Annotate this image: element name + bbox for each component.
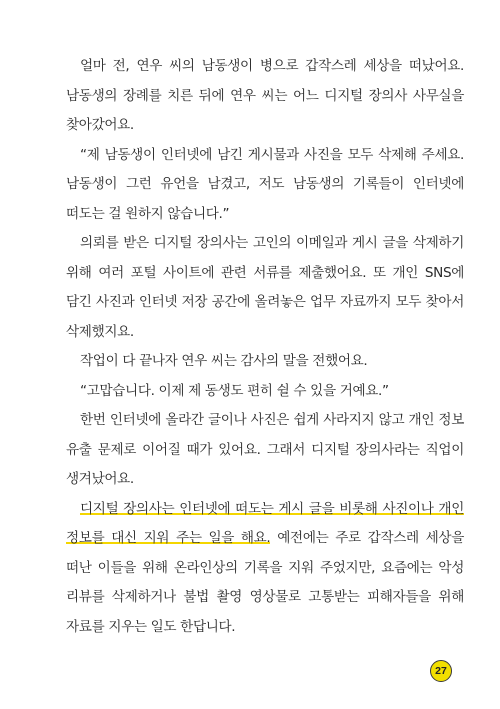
paragraph-6: 한번 인터넷에 올라간 글이나 사진은 쉽게 사라지지 않고 개인 정보 유출 문제로 이어질 때가 있어요. 그래서 디지털 장의사라는 직업이 생겨났어요.: [66, 412, 464, 487]
body-text: [66, 52, 464, 642]
highlighted-sentence: 디지털 장의사는 인터넷에 떠도는 게시 글을 비롯해 사진이나 개인 정보를 대신 지워 주는 일을 해요.: [66, 500, 464, 546]
paragraph-7: [66, 495, 464, 643]
paragraph-2-quote: “제 남동생이 인터넷에 남긴 게시물과 사진을 모두 삭제해 주세요. 남동생이 그런 유언을 남겼고, 저도 남동생의 기록들이 인터넷에 떠도는 걸 원하지 않습니다.”: [66, 146, 464, 222]
paragraph-4: 작업이 다 끝나자 연우 씨는 감사의 말을 전했어요.: [80, 353, 368, 369]
page-number-badge: [430, 660, 452, 682]
paragraph-3: 의뢰를 받은 디지털 장의사는 고인의 이메일과 게시 글을 삭제하기 위해 여러 포털 사이트에 관련 서류를 제출했어요. 또 개인 SNS에 담긴 사진과 인터넷 저장 공간에 올려놓은 업무 자료까지 모두 찾아서 삭제했지요.: [66, 235, 464, 340]
page-number: 27: [435, 665, 447, 677]
paragraph-1: 얼마 전, 연우 씨의 남동생이 병으로 갑작스레 세상을 떠났어요. 남동생의 장례를 치른 뒤에 연우 씨는 어느 디지털 장의사 사무실을 찾아갔어요.: [66, 58, 464, 133]
paragraph-5-quote: “고맙습니다. 이제 제 동생도 편히 쉴 수 있을 거예요.”: [80, 382, 389, 399]
paragraph-7-rest: 예전에는 주로 갑작스레 세상을 떠난 이들을 위해 온라인상의 기록을 지워 주었지만, 요즘에는 악성 리뷰를 삭제하거나 불법 촬영 영상물로 고통받는 피해자들을 위해 자료를 지우는 일도 한답니다.: [66, 530, 464, 635]
